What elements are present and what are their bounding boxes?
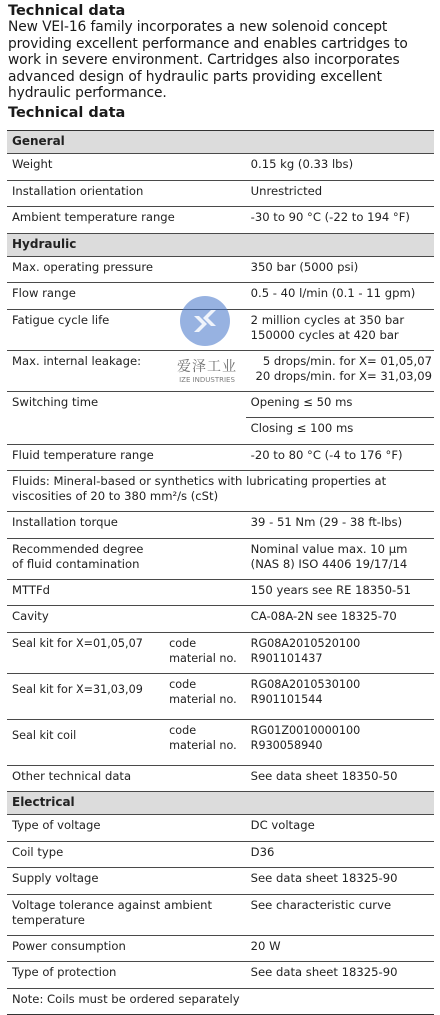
- row-label: Power consumption: [7, 935, 246, 962]
- row-value: D36: [246, 841, 434, 868]
- intro-description: New VEI-16 family incorporates a new solenoid concept providing excellent performance and enables cartridges to work in severe environment. Cartridges also incorporates advanced design of hydraulic parts providing excellent hydraulic performance.: [8, 19, 408, 101]
- table-row-coil-type: [7, 841, 434, 868]
- table-row-fluid-temperature: [7, 444, 434, 471]
- row-label: MTTFd: [7, 579, 246, 606]
- row-value: 0.5 - 40 l/min (0.1 - 11 gpm): [246, 283, 434, 310]
- row-value: 150 years see RE 18350-51: [246, 579, 434, 606]
- fluids-note: Fluids: Mineral-based or synthetics with lubricating properties at viscosities of 20 to 380 mm²/s (cSt): [7, 471, 434, 512]
- seal-kit-code-labels: [167, 673, 246, 719]
- contamination-label-1: Recommended degree: [12, 541, 144, 556]
- switching-closing: Closing ≤ 100 ms: [246, 418, 434, 445]
- table-row-cavity: [7, 606, 434, 633]
- row-value: [246, 350, 434, 391]
- row-label: [7, 538, 246, 579]
- material-label: material no.: [169, 738, 237, 752]
- table-row-installation-torque: [7, 512, 434, 539]
- table-row-fatigue-cycle-life: [7, 309, 434, 350]
- row-label: Cavity: [7, 606, 246, 633]
- leakage-value-1: 5 drops/min. for X= 01,05,07: [262, 353, 432, 368]
- row-value: Unrestricted: [246, 180, 434, 207]
- contamination-value-1: Nominal value max. 10 µm: [250, 541, 408, 556]
- row-value: 0.15 kg (0.33 lbs): [246, 154, 434, 181]
- material-label: material no.: [169, 651, 237, 665]
- table-row-weight: [7, 154, 434, 181]
- table-row-voltage-type: [7, 815, 434, 842]
- row-label: Weight: [7, 154, 246, 181]
- section-header-hydraulic: Hydraulic: [7, 233, 434, 256]
- row-label: Ambient temperature range: [7, 207, 246, 234]
- table-row-ambient-temperature: [7, 207, 434, 234]
- row-label: Installation torque: [7, 512, 246, 539]
- row-value: 20 W: [246, 935, 434, 962]
- row-value: DC voltage: [246, 815, 434, 842]
- section-header-electrical: Electrical: [7, 792, 434, 815]
- table-row-seal-kit-1: [7, 632, 434, 673]
- table-row-mttfd: [7, 579, 434, 606]
- seal-kit-values: [246, 632, 434, 673]
- seal-kit-label: Seal kit for X=31,03,09: [7, 673, 167, 719]
- contamination-value-2: (NAS 8) ISO 4406 19/17/14: [250, 556, 408, 571]
- table-row-fluids-note: [7, 471, 434, 512]
- table-row-contamination: [7, 538, 434, 579]
- table-row-internal-leakage: [7, 350, 434, 391]
- row-value: 350 bar (5000 psi): [246, 256, 434, 283]
- seal-kit-code-labels: [167, 632, 246, 673]
- row-label: Type of protection: [7, 962, 246, 989]
- row-value: See data sheet 18350-50: [246, 765, 434, 792]
- tolerance-label-1: Voltage tolerance against ambient: [12, 897, 212, 912]
- watermark-chinese-text: 爱泽工业: [177, 359, 237, 375]
- row-label: Max. internal leakage:: [7, 350, 246, 391]
- seal-kit-material: R901101437: [250, 651, 323, 665]
- row-label: Switching time: [7, 391, 246, 444]
- table-row-supply-voltage: [7, 868, 434, 895]
- table-row-flow-range: [7, 283, 434, 310]
- table-row-other-technical-data: [7, 765, 434, 792]
- code-label: code: [169, 636, 197, 650]
- table-row-switching-time: [7, 391, 434, 418]
- seal-kit-label: Seal kit coil: [7, 719, 167, 765]
- fatigue-value-2: 150000 cycles at 420 bar: [250, 327, 399, 342]
- watermark-english-text: IZE INDUSTRIES: [179, 376, 235, 384]
- technical-data-title: Technical data: [8, 105, 126, 121]
- row-label: Fluid temperature range: [7, 444, 246, 471]
- row-value: -20 to 80 °C (-4 to 176 °F): [246, 444, 434, 471]
- section-header-general: General: [7, 131, 434, 154]
- seal-kit-code: RG01Z0010000100: [250, 723, 361, 737]
- seal-kit-code: RG08A2010520100: [250, 636, 361, 650]
- contamination-label-2: of fluid contamination: [12, 556, 140, 571]
- seal-kit-material: R930058940: [250, 738, 323, 752]
- table-row-voltage-tolerance: [7, 894, 434, 935]
- material-label: material no.: [169, 692, 237, 706]
- row-value: See data sheet 18325-90: [246, 962, 434, 989]
- row-label: Installation orientation: [7, 180, 246, 207]
- row-value: CA-08A-2N see 18325-70: [246, 606, 434, 633]
- row-value: -30 to 90 °C (-22 to 194 °F): [246, 207, 434, 234]
- seal-kit-values: [246, 719, 434, 765]
- row-value: See characteristic curve: [246, 894, 434, 935]
- seal-kit-material: R901101544: [250, 692, 323, 706]
- row-label: Other technical data: [7, 765, 246, 792]
- code-label: code: [169, 677, 197, 691]
- row-label: Coil type: [7, 841, 246, 868]
- table-row-orientation: [7, 180, 434, 207]
- row-value: 39 - 51 Nm (29 - 38 ft-lbs): [246, 512, 434, 539]
- intro-title: Technical data: [8, 3, 126, 19]
- row-label: [7, 894, 246, 935]
- seal-kit-values: [246, 673, 434, 719]
- row-label: Flow range: [7, 283, 246, 310]
- table-row-power-consumption: [7, 935, 434, 962]
- section-hydraulic: [7, 233, 434, 256]
- table-row-operating-pressure: [7, 256, 434, 283]
- row-value: [246, 309, 434, 350]
- leakage-value-2: 20 drops/min. for X= 31,03,09: [255, 368, 432, 383]
- technical-data-table: [7, 130, 434, 1015]
- row-label: Type of voltage: [7, 815, 246, 842]
- section-electrical: [7, 792, 434, 815]
- seal-kit-code: RG08A2010530100: [250, 677, 361, 691]
- switching-opening: Opening ≤ 50 ms: [246, 391, 434, 418]
- table-row-coils-note: [7, 988, 434, 1015]
- seal-kit-label: Seal kit for X=01,05,07: [7, 632, 167, 673]
- table-row-seal-kit-coil: [7, 719, 434, 765]
- section-general: [7, 131, 434, 154]
- table-row-protection: [7, 962, 434, 989]
- coils-note: Note: Coils must be ordered separately: [7, 988, 434, 1015]
- fatigue-value-1: 2 million cycles at 350 bar: [250, 312, 405, 327]
- row-label: Supply voltage: [7, 868, 246, 895]
- row-value: [246, 538, 434, 579]
- tolerance-label-2: temperature: [12, 912, 85, 927]
- code-label: code: [169, 723, 197, 737]
- seal-kit-code-labels: [167, 719, 246, 765]
- row-label: Max. operating pressure: [7, 256, 246, 283]
- row-value: See data sheet 18325-90: [246, 868, 434, 895]
- row-label: Fatigue cycle life: [7, 309, 246, 350]
- table-row-seal-kit-2: [7, 673, 434, 719]
